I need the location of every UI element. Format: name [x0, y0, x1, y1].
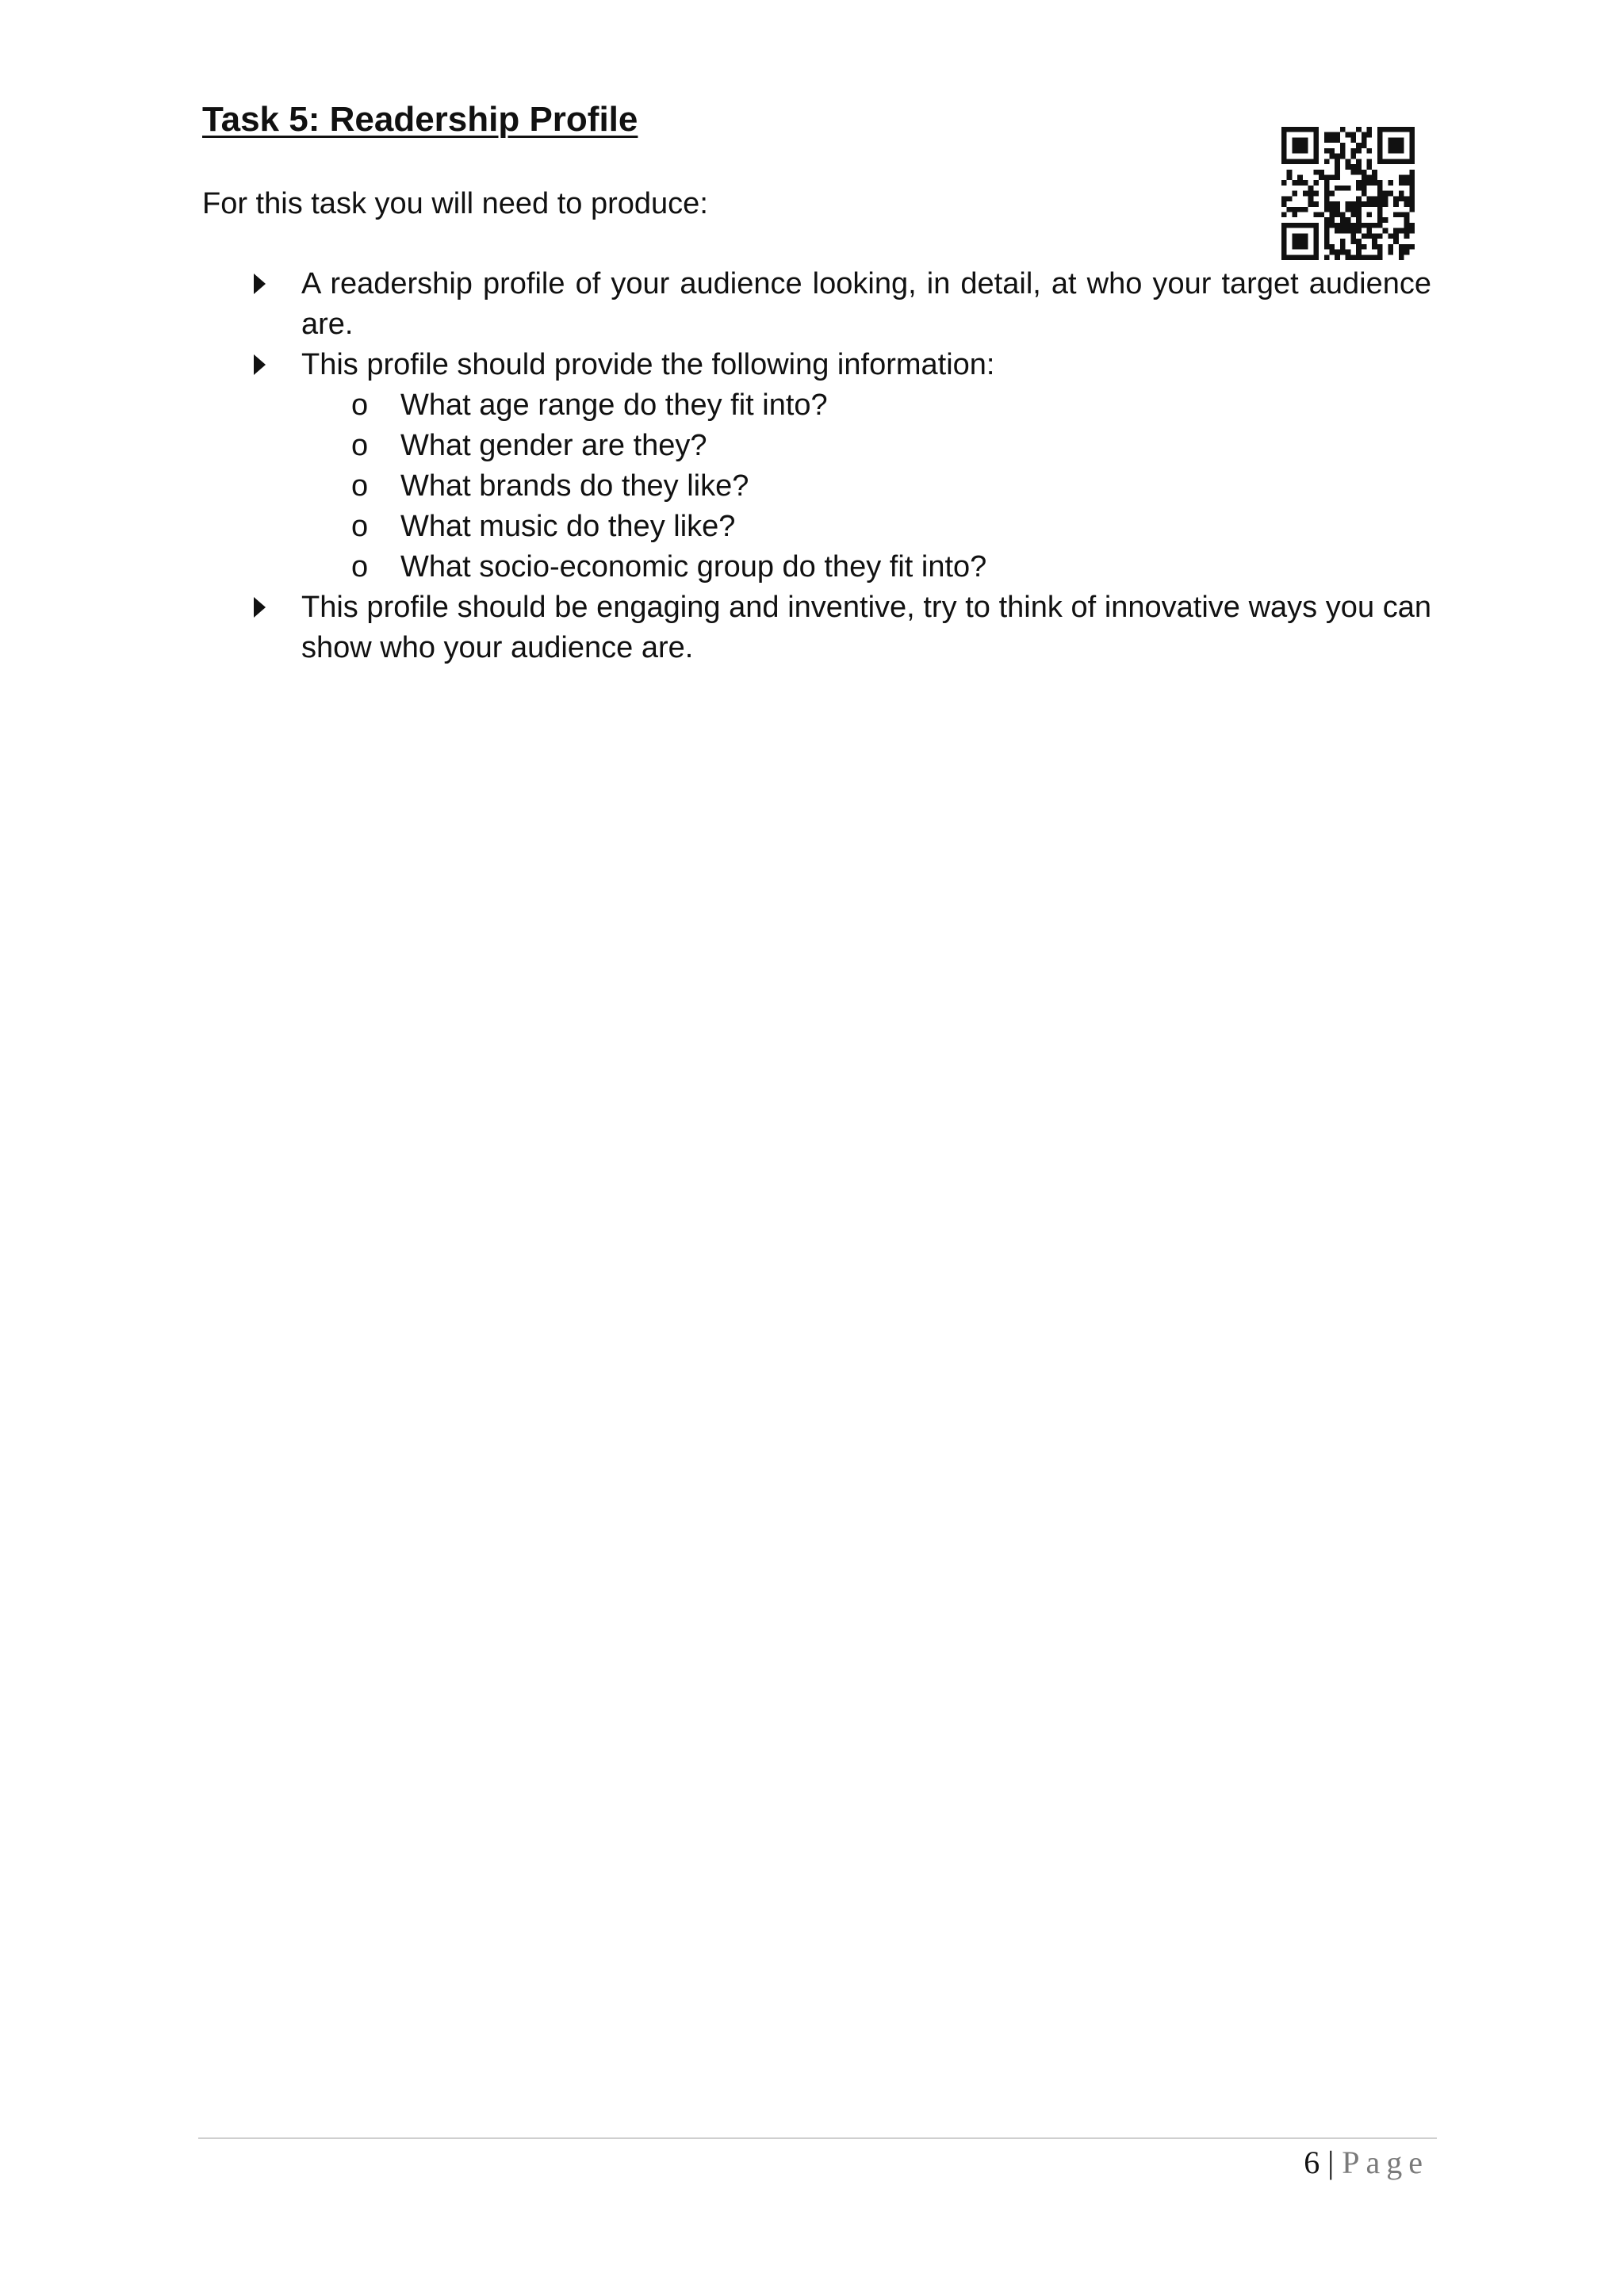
list-item: [202, 345, 1431, 587]
task-requirements-list: [202, 264, 1431, 668]
circle-bullet-icon: o: [351, 550, 369, 584]
page-number: 6: [1304, 2145, 1320, 2180]
sub-list-item: [301, 385, 1431, 426]
footer-divider: [198, 2137, 1437, 2139]
footer-page-label: Page: [1342, 2145, 1429, 2180]
footer-separator: |: [1327, 2145, 1335, 2180]
information-sub-list: [301, 385, 1431, 587]
sub-list-item: [301, 426, 1431, 466]
list-item: [202, 587, 1431, 668]
circle-bullet-icon: o: [351, 510, 369, 543]
list-item-text: This profile should be engaging and inventive, try to think of innovative ways you can show who your audience are.: [301, 591, 1431, 664]
sub-list-item: [301, 466, 1431, 507]
sub-list-item: [301, 507, 1431, 547]
circle-bullet-icon: o: [351, 469, 369, 503]
qr-code-icon: [1281, 127, 1415, 260]
sub-list-item-text: What gender are they?: [400, 429, 707, 462]
triangle-bullet-icon: [254, 597, 266, 618]
sub-list-item-text: What age range do they fit into?: [400, 388, 828, 422]
triangle-bullet-icon: [254, 354, 266, 375]
list-item-text: A readership profile of your audience looking, in detail, at who your target audience are.: [301, 267, 1431, 341]
list-item-text: This profile should provide the following information:: [301, 348, 995, 381]
sub-list-item-text: What music do they like?: [400, 510, 736, 543]
sub-list-item-text: What brands do they like?: [400, 469, 749, 503]
page-footer: [1304, 2141, 1429, 2185]
circle-bullet-icon: o: [351, 388, 369, 422]
circle-bullet-icon: o: [351, 429, 369, 462]
list-item: [202, 264, 1431, 345]
intro-text: For this task you will need to produce:: [202, 187, 708, 220]
triangle-bullet-icon: [254, 274, 266, 294]
sub-list-item: [301, 547, 1431, 587]
sub-list-item-text: What socio-economic group do they fit into?: [400, 550, 987, 584]
page-title: Task 5: Readership Profile: [202, 100, 638, 139]
